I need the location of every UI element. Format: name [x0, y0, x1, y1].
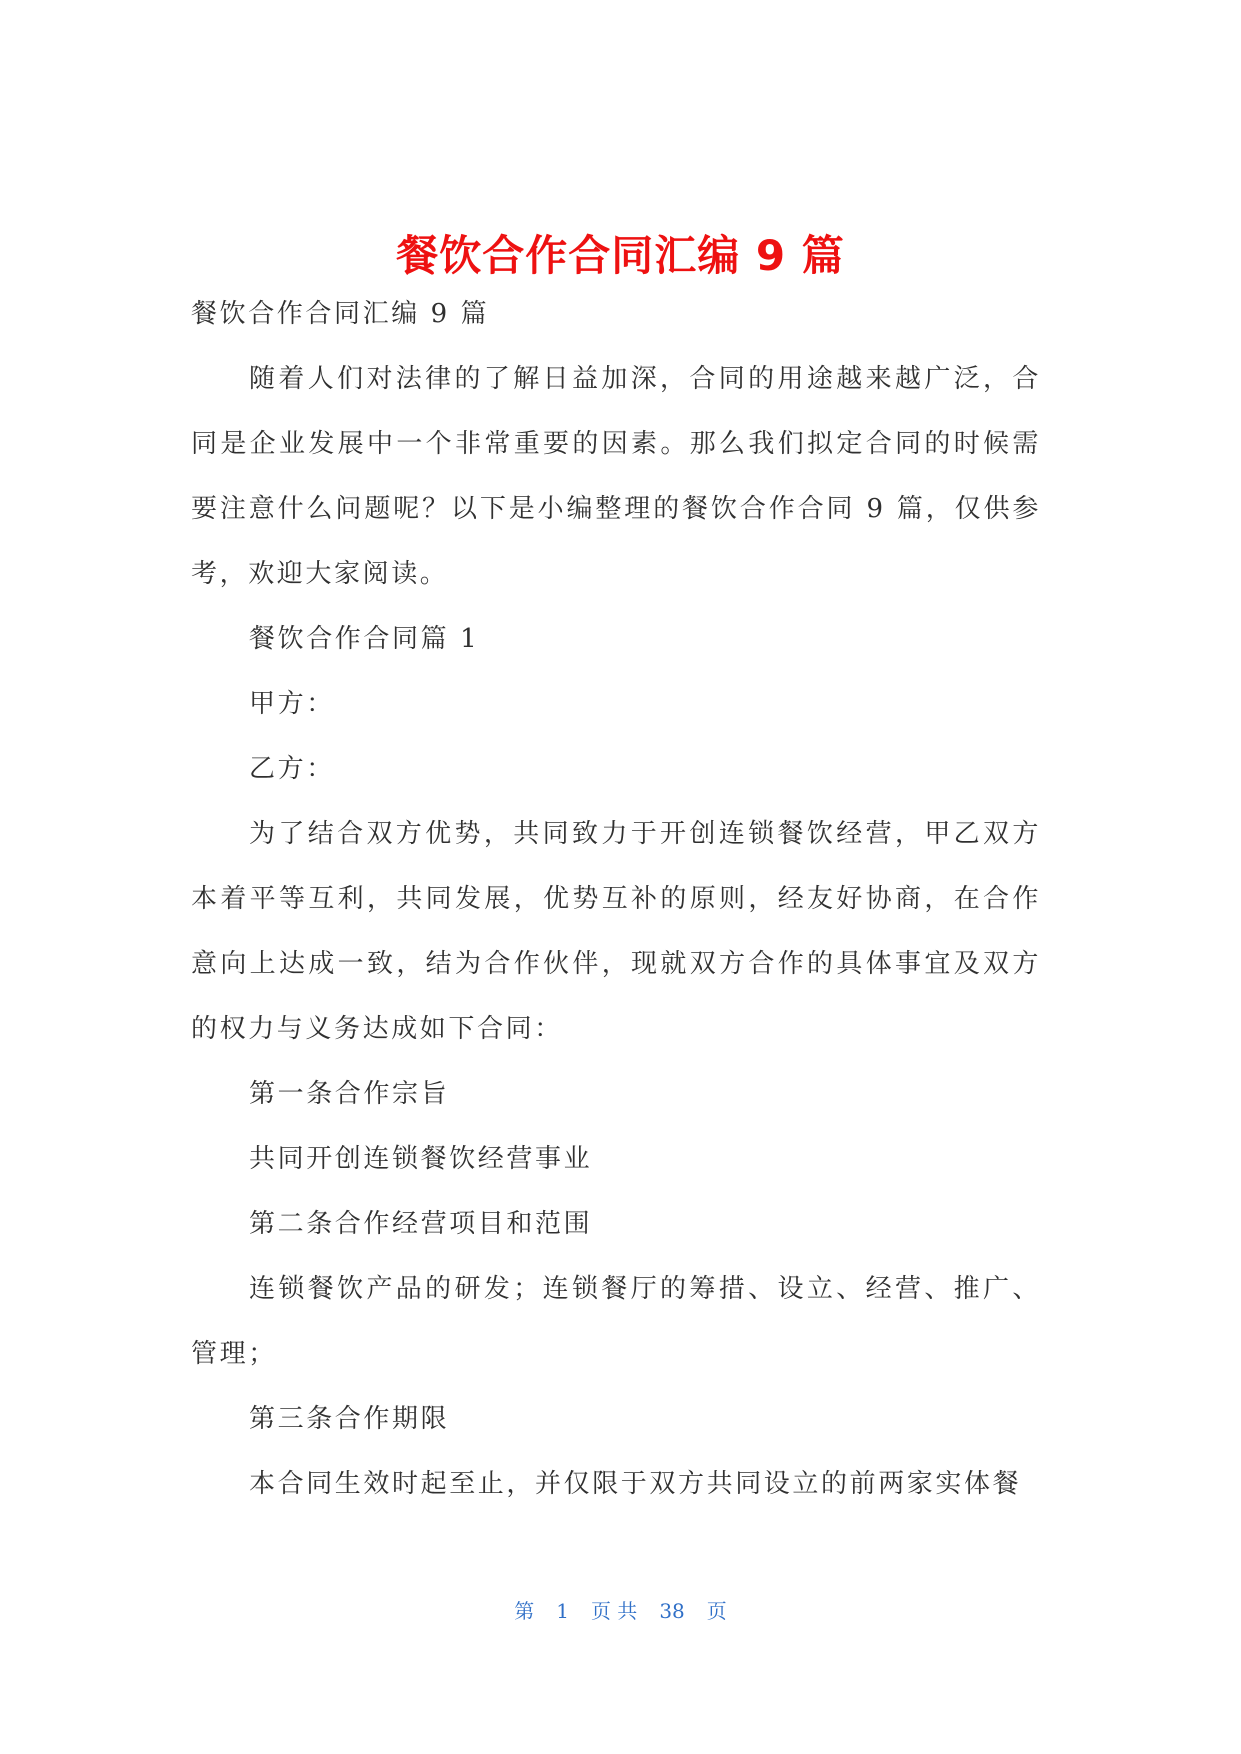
page-footer [0, 1596, 1241, 1626]
paragraph-article-2-heading: 第二条合作经营项目和范围 [249, 1209, 593, 1239]
footer-label-of: 页 共 [590, 1599, 638, 1623]
paragraph-party-b: 乙方： [249, 754, 335, 784]
footer-current-page: 1 [556, 1599, 569, 1623]
paragraph-article-2-body: 连锁餐饮产品的研发；连锁餐厅的筹措、设立、经营、推广、管理； [191, 1274, 1041, 1369]
footer-total-pages: 38 [659, 1599, 685, 1623]
paragraph-section-heading: 餐饮合作合同篇 1 [249, 624, 480, 654]
paragraph-article-1-heading: 第一条合作宗旨 [249, 1079, 450, 1109]
paragraph-article-3-body: 本合同生效时起至止，并仅限于双方共同设立的前两家实体餐 [249, 1469, 1022, 1499]
paragraph-article-3-heading: 第三条合作期限 [249, 1404, 450, 1434]
document-body [191, 282, 1041, 1517]
paragraph-intro: 随着人们对法律的了解日益加深，合同的用途越来越广泛，合同是企业发展中一个非常重要的因素。那么我们拟定合同的时候需要注意什么问题呢？以下是小编整理的餐饮合作合同 9 篇，仅供参考，欢迎大家阅读。 [191, 364, 1041, 589]
footer-label-page: 第 [514, 1599, 535, 1623]
footer-label-pages: 页 [706, 1599, 727, 1623]
document-title: 餐饮合作合同汇编 9 篇 [396, 231, 845, 281]
paragraph-subtitle: 餐饮合作合同汇编 9 篇 [191, 299, 490, 329]
paragraph-party-a: 甲方： [249, 689, 335, 719]
paragraph-article-1-body: 共同开创连锁餐饮经营事业 [249, 1144, 593, 1174]
paragraph-preamble: 为了结合双方优势，共同致力于开创连锁餐饮经营，甲乙双方本着平等互利，共同发展，优势互补的原则，经友好协商，在合作意向上达成一致，结为合作伙伴，现就双方合作的具体事宜及双方的权力与义务达成如下合同： [191, 819, 1041, 1044]
